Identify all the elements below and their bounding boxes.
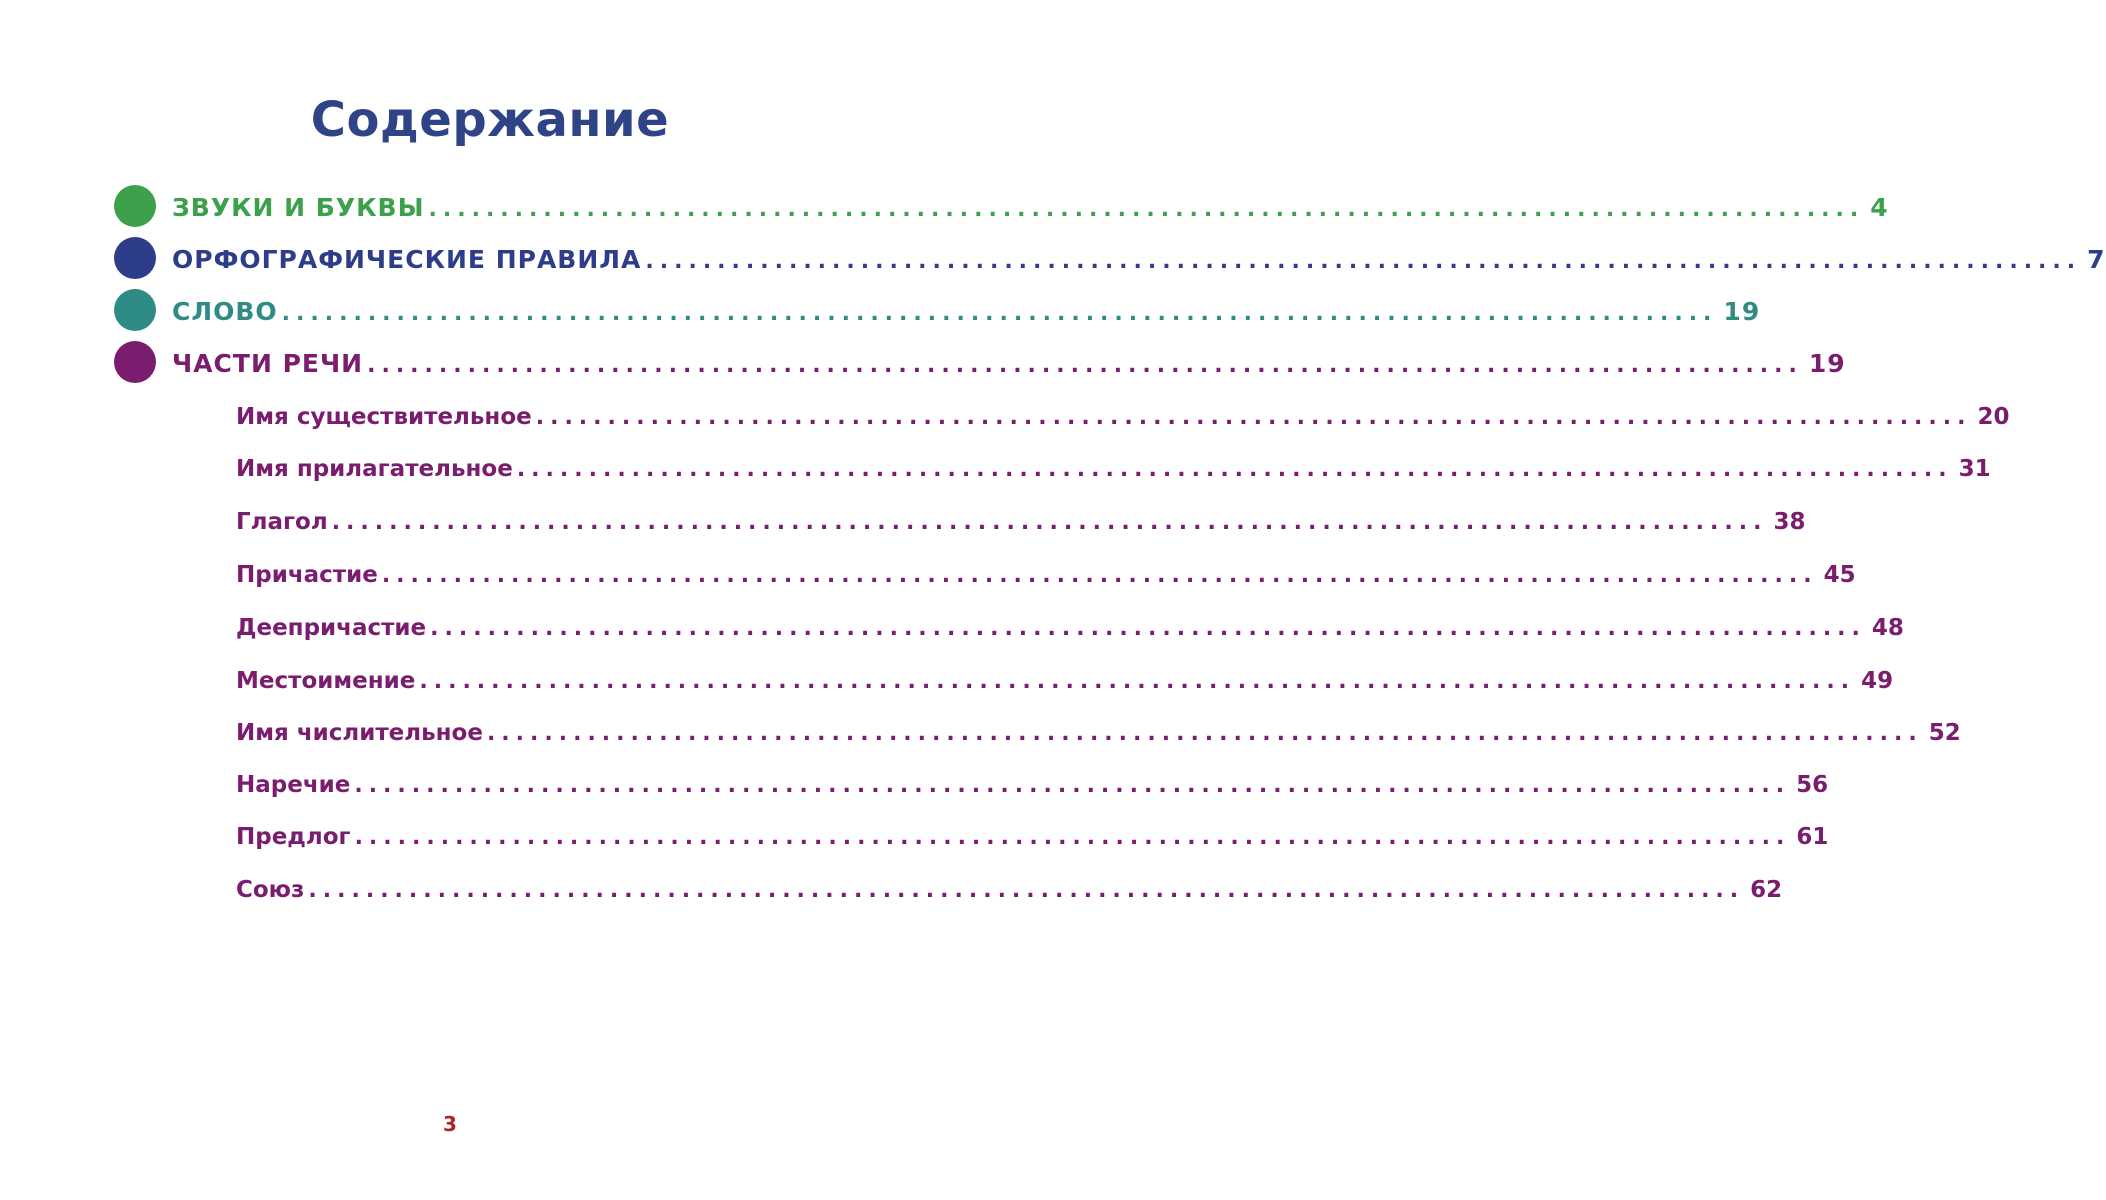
toc-page-number: 45 <box>1823 562 1856 588</box>
toc-leader-dots: .................................................................................................... <box>535 405 1972 430</box>
toc-leader-dots: .................................................................................................... <box>354 825 1791 850</box>
green-circle-icon <box>114 185 156 227</box>
page-number: 3 <box>443 1112 457 1136</box>
toc-page-number: 56 <box>1796 772 1829 798</box>
teal-circle-icon <box>114 289 156 331</box>
toc-leader-dots: .................................................................................................... <box>516 457 1953 482</box>
toc-leader-dots: .................................................................................................... <box>381 563 1818 588</box>
toc-subsection-label: Причастие <box>236 562 378 588</box>
purple-circle-icon <box>114 341 156 383</box>
toc-subsection-label: Глагол <box>236 509 328 535</box>
navy-circle-icon <box>114 237 156 279</box>
toc-leader-dots: .................................................................................................... <box>486 721 1923 746</box>
toc-leader-dots: .................................................................................................... <box>645 249 2082 274</box>
toc-page-number: 48 <box>1871 615 1904 641</box>
toc-leader-dots: .................................................................................................... <box>428 197 1865 222</box>
toc-subsection-adjective[interactable] <box>236 456 1991 482</box>
toc-page-number: 49 <box>1861 668 1894 694</box>
toc-subsection-label: Местоимение <box>236 668 416 694</box>
toc-page-number: 31 <box>1958 456 1991 482</box>
toc-subsection-pronoun[interactable] <box>236 668 1894 694</box>
page-title: Содержание <box>310 92 670 148</box>
toc-section-word[interactable] <box>172 297 1761 326</box>
toc-leader-dots: .................................................................................................... <box>308 878 1745 903</box>
toc-subsection-label: Наречие <box>236 772 351 798</box>
toc-leader-dots: .................................................................................................... <box>367 353 1803 378</box>
toc-subsection-gerund[interactable] <box>236 615 1904 641</box>
toc-section-parts-of-speech[interactable] <box>172 349 1846 378</box>
toc-page-number: 7 <box>2087 245 2106 274</box>
toc-page-number: 19 <box>1808 349 1846 378</box>
toc-subsection-numeral[interactable] <box>236 720 1961 746</box>
toc-page-number: 61 <box>1796 824 1829 850</box>
toc-section-spelling-rules[interactable] <box>172 245 2106 274</box>
toc-subsection-label: Предлог <box>236 824 351 850</box>
toc-section-label: ОРФОГРАФИЧЕСКИЕ ПРАВИЛА <box>172 245 642 274</box>
toc-subsection-adverb[interactable] <box>236 772 1829 798</box>
toc-page-number: 52 <box>1928 720 1961 746</box>
toc-subsection-conjunction[interactable] <box>236 877 1783 903</box>
toc-page-number: 62 <box>1750 877 1783 903</box>
toc-section-sounds-letters[interactable] <box>172 193 1889 222</box>
toc-page-number: 4 <box>1870 193 1889 222</box>
toc-leader-dots: .................................................................................................... <box>331 510 1768 535</box>
toc-leader-dots: .................................................................................................... <box>281 301 1718 326</box>
toc-subsection-noun[interactable] <box>236 404 2010 430</box>
toc-subsection-participle[interactable] <box>236 562 1856 588</box>
toc-subsection-label: Имя прилагательное <box>236 456 513 482</box>
toc-subsection-verb[interactable] <box>236 509 1806 535</box>
toc-subsection-preposition[interactable] <box>236 824 1829 850</box>
toc-subsection-label: Имя существительное <box>236 404 532 430</box>
toc-section-label: ЗВУКИ И БУКВЫ <box>172 193 425 222</box>
toc-leader-dots: .................................................................................................... <box>354 773 1791 798</box>
toc-page-number: 38 <box>1773 509 1806 535</box>
toc-page-number: 19 <box>1723 297 1761 326</box>
toc-page-number: 20 <box>1977 404 2010 430</box>
toc-subsection-label: Союз <box>236 877 305 903</box>
toc-section-label: СЛОВО <box>172 297 278 326</box>
toc-leader-dots: .................................................................................................... <box>419 669 1856 694</box>
toc-subsection-label: Деепричастие <box>236 615 427 641</box>
toc-leader-dots: .................................................................................................... <box>430 616 1866 641</box>
toc-section-label: ЧАСТИ РЕЧИ <box>172 349 364 378</box>
toc-subsection-label: Имя числительное <box>236 720 483 746</box>
